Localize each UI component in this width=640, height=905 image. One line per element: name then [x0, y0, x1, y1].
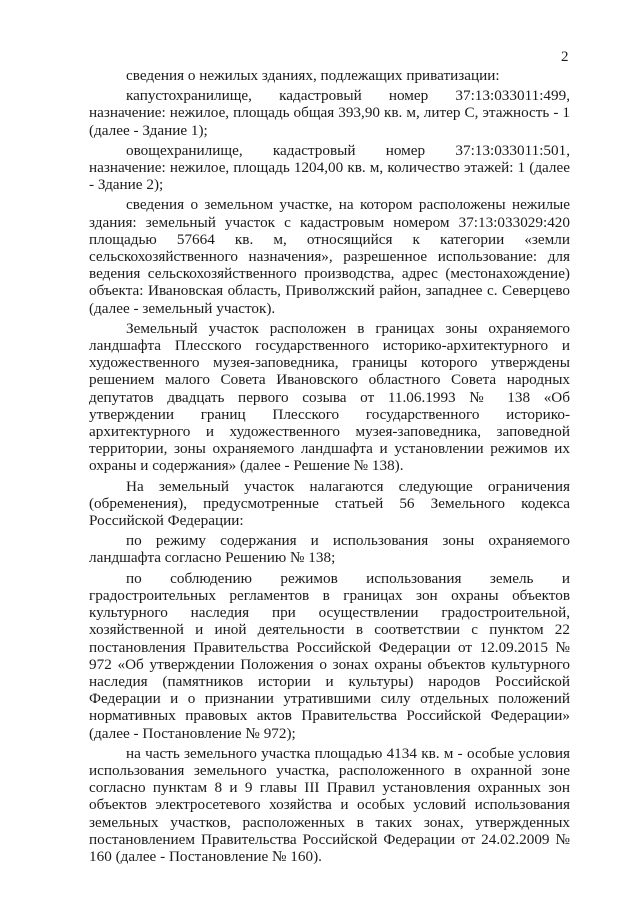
paragraph-land-plot: сведения о земельном участке, на котором расположены нежилые здания: земельный участок с кадастровым номером 37:13:033029:420 площадью 57664 кв. м, относящийся к категории «земли сельскохозяйственного назначения», разрешенное использование: для ведения сельскохозяйственного производства, адрес (местонахождение) объекта: Ивановская область, Приволжский район, западнее с. Северцево (далее - земельный участок).: [89, 196, 570, 317]
paragraph-restrictions-intro: На земельный участок налагаются следующие ограничения (обременения), предусмотренные статьей 56 Земельного кодекса Российской Федерации:: [89, 477, 570, 530]
paragraph-restriction-resolution-160: на часть земельного участка площадью 4134 кв. м - особые условия использования земельного участка, расположенного в охранной зоне согласно пунктам 8 и 9 главы III Правил установления охранных зон объектов электросетевого хозяйства и особых условий использования земельных участков, расположенных в таких зонах, утвержденных постановлением Правительства Российской Федерации от 24.02.2009 № 160 (далее - Постановление № 160).: [89, 744, 570, 865]
paragraph-nonresidential-buildings-intro: сведения о нежилых зданиях, подлежащих приватизации:: [126, 67, 500, 84]
page-number: 2: [561, 49, 569, 65]
paragraph-building-2: овощехранилище, кадастровый номер 37:13:033011:501, назначение: нежилое, площадь 1204,00 кв. м, количество этажей: 1 (далее - Здание 2);: [89, 141, 570, 194]
paragraph-protected-landscape: Земельный участок расположен в границах зоны охраняемого ландшафта Плесского государственного историко-архитектурного и художественного музея-заповедника, границы которого утверждены решением малого Совета Ивановского областного Совета народных депутатов двадцать первого созыва от 11.06.1993 № 138 «Об утверждении границ Плесского государственного историко-архитектурного и художественного музея-заповедника, заповедной территории, зоны охраняемого ландшафта и установлении режимов их охраны и содержания» (далее - Решение № 138).: [89, 319, 570, 475]
paragraph-restriction-decision-138: по режиму содержания и использования зоны охраняемого ландшафта согласно Решению № 138;: [89, 532, 570, 567]
paragraph-building-1: капустохранилище, кадастровый номер 37:13:033011:499, назначение: нежилое, площадь общая 393,90 кв. м, литер С, этажность - 1 (далее - Здание 1);: [89, 87, 570, 139]
paragraph-restriction-resolution-972: по соблюдению режимов использования земель и градостроительных регламентов в границах зон охраны объектов культурного наследия при осуществлении градостроительной, хозяйственной и иной деятельности в соответствии с пунктом 22 постановления Правительства Российской Федерации от 12.09.2015 № 972 «Об утверждении Положения о зонах охраны объектов культурного наследия (памятников истории и культуры) народов Российской Федерации и о признании утратившими силу отдельных положений нормативных правовых актов Правительства Российской Федерации» (далее - Постановление № 972);: [89, 569, 570, 742]
document-body: [89, 67, 570, 868]
